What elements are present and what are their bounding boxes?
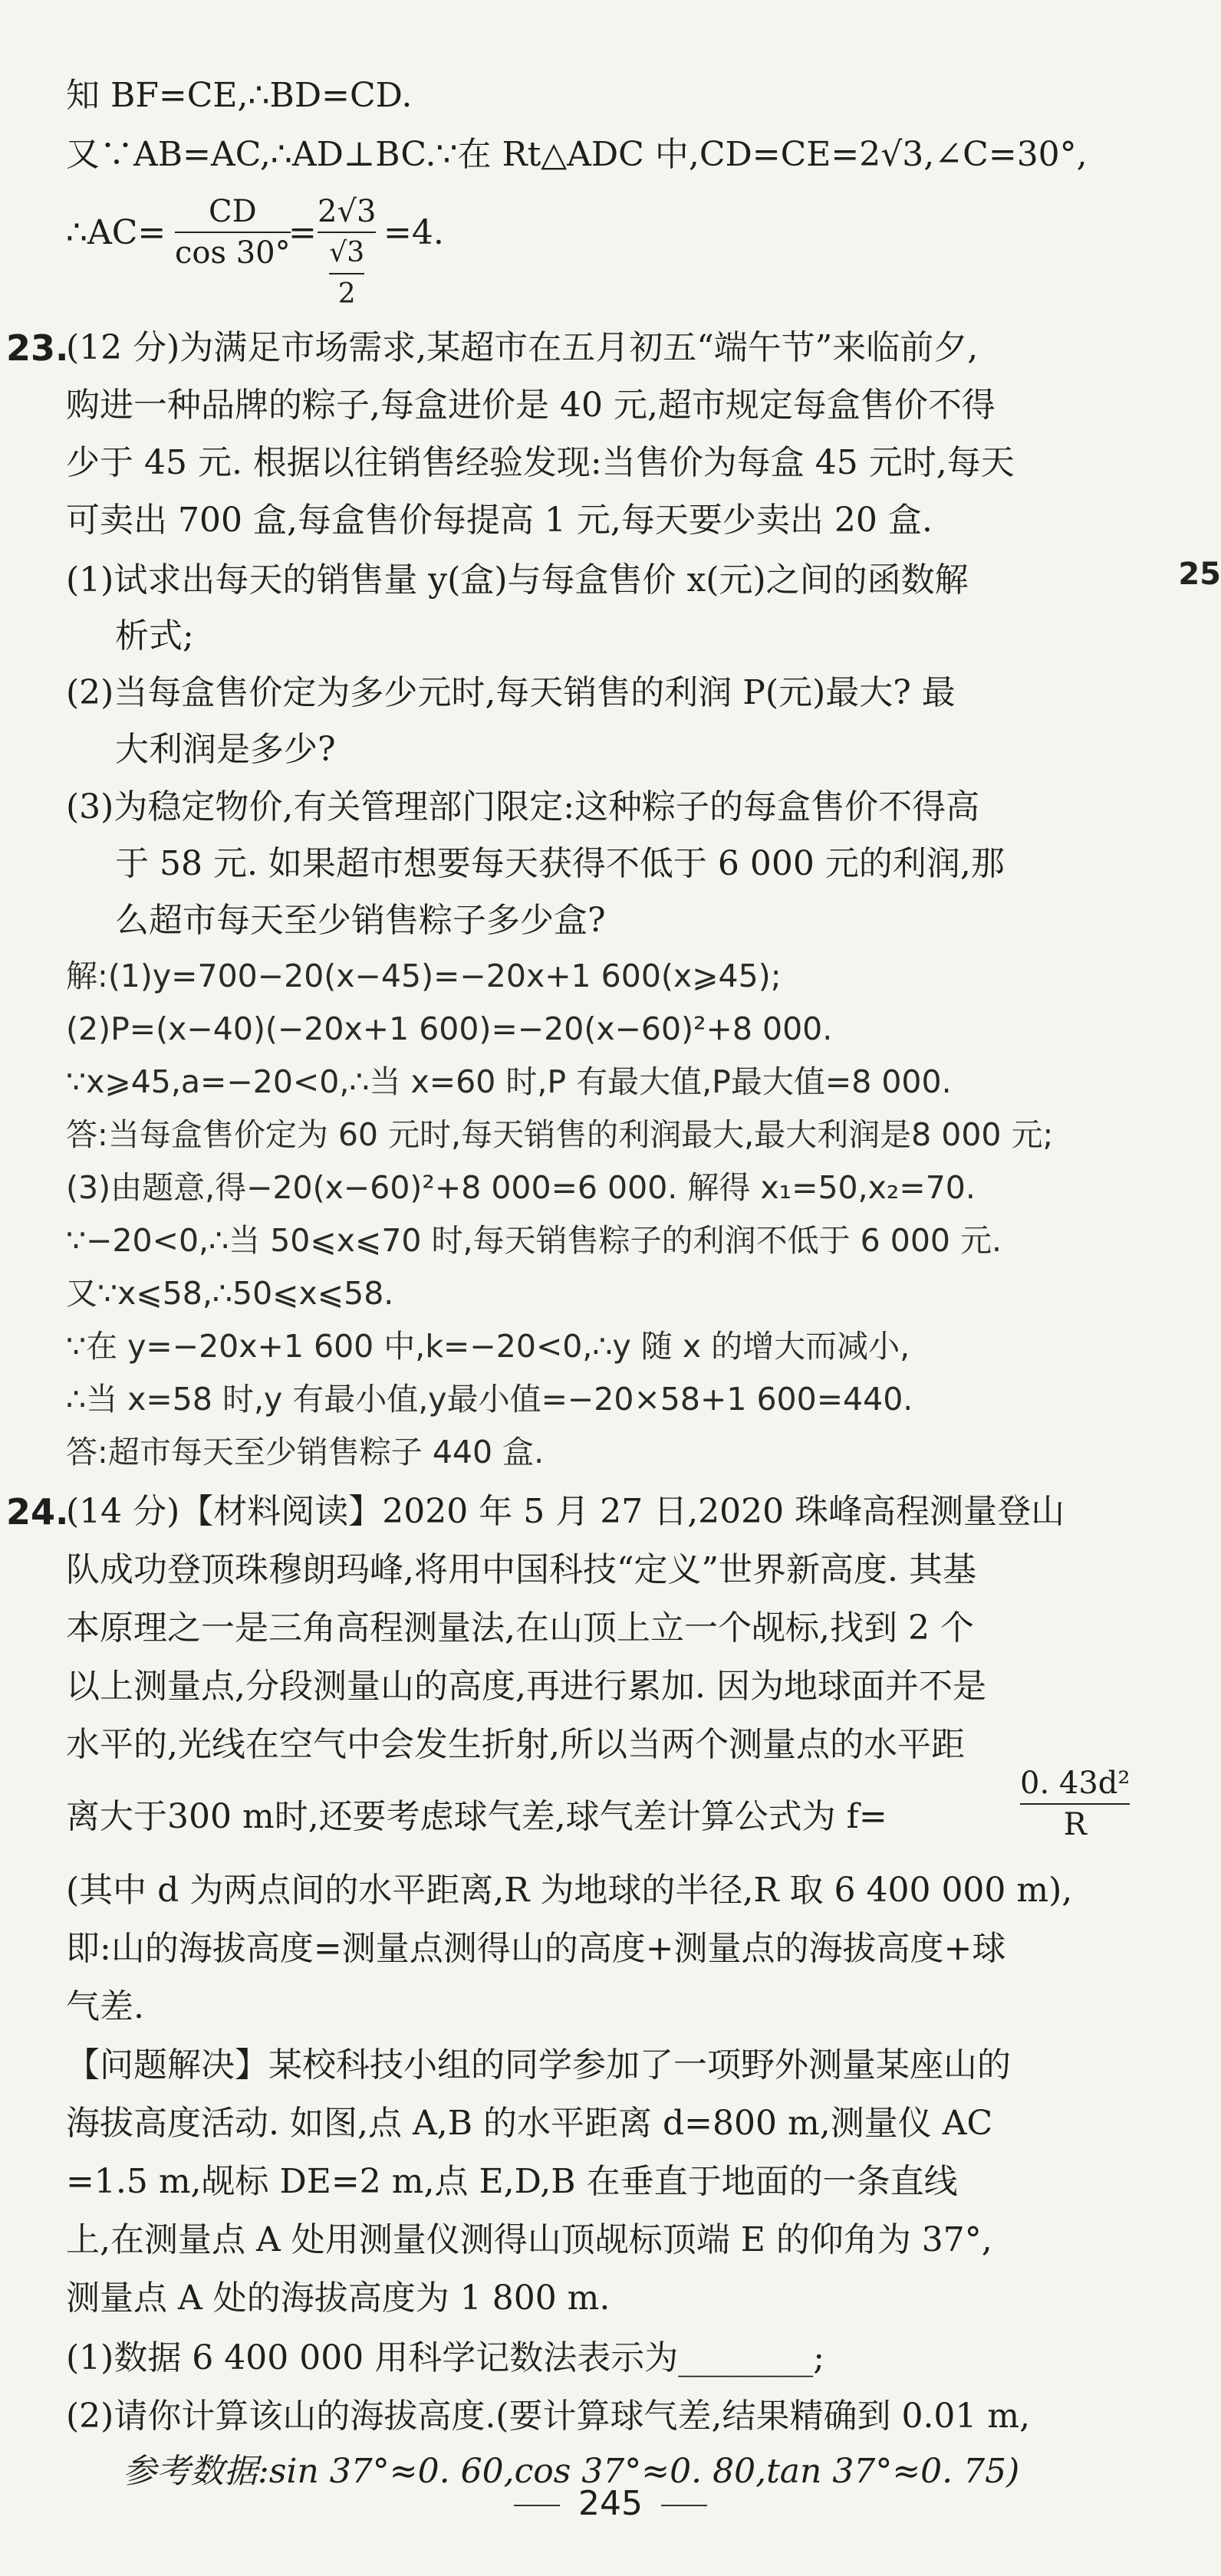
q24-line: 【问题解决】某校科技小组的同学参加了一项野外测量某座山的 bbox=[66, 2045, 1011, 2085]
fraction-numerator: 2√3 bbox=[318, 194, 377, 229]
q23-solution-line: (2)P=(x−40)(−20x+1 600)=−20(x−60)²+8 000. bbox=[66, 1010, 833, 1047]
side-question-number: 25 bbox=[1178, 557, 1221, 592]
q24-part-2: (2)请你计算该山的海拔高度.(要计算球气差,结果精确到 0.01 m, bbox=[66, 2397, 1031, 2436]
q23-part-3-cont: 于 58 元. 如果超市想要每天获得不低于 6 000 元的利润,那 bbox=[115, 844, 1005, 883]
nested-bar bbox=[329, 273, 364, 274]
q23-solution-line: ∵x⩾45,a=−20<0,∴当 x=60 时,P 有最大值,P最大值=8 000. bbox=[66, 1063, 952, 1100]
q23-stem-line: (12 分)为满足市场需求,某超市在五月初五“端午节”来临前夕, bbox=[66, 328, 979, 367]
equals-sign: = bbox=[288, 213, 317, 252]
fraction-cd-over-cos30 bbox=[175, 193, 291, 271]
air-refraction-formula-fraction bbox=[1020, 1765, 1130, 1843]
q24-line: 测量点 A 处的海拔高度为 1 800 m. bbox=[66, 2279, 610, 2318]
q24-reference-data: 参考数据:sin 37°≈0. 60,cos 37°≈0. 80,tan 37°≈0. 75) bbox=[123, 2452, 1020, 2491]
formula-bar bbox=[1020, 1803, 1130, 1805]
top-solution-line-3-prefix: ∴AC= bbox=[66, 213, 166, 252]
q23-part-2: (2)当每盒售价定为多少元时,每天销售的利润 P(元)最大? 最 bbox=[66, 673, 956, 712]
q24-line: =1.5 m,觇标 DE=2 m,点 E,D,B 在垂直于地面的一条直线 bbox=[66, 2162, 958, 2201]
q23-part-3: (3)为稳定物价,有关管理部门限定:这种粽子的每盒售价不得高 bbox=[66, 787, 980, 826]
fraction-2root3-over-root3-half bbox=[318, 193, 376, 313]
footer-dash bbox=[514, 2505, 560, 2506]
q24-line: 水平的,光线在空气中会发生折射,所以当两个测量点的水平距 bbox=[66, 1725, 965, 1764]
q23-solution-line: ∵−20<0,∴当 50⩽x⩽70 时,每天销售粽子的利润不低于 6 000 元. bbox=[66, 1222, 1002, 1259]
q23-part-2-cont: 大利润是多少? bbox=[115, 730, 336, 769]
nested-numerator: √3 bbox=[329, 237, 365, 268]
fraction-numerator: CD bbox=[208, 194, 257, 229]
q24-line: (其中 d 为两点间的水平距离,R 为地球的半径,R 取 6 400 000 m), bbox=[66, 1871, 1073, 1910]
q23-solution-line: 答:超市每天至少销售粽子 440 盒. bbox=[66, 1434, 545, 1470]
q23-solution-line: ∵在 y=−20x+1 600 中,k=−20<0,∴y 随 x 的增大而减小, bbox=[66, 1328, 910, 1365]
top-solution-line-1: 知 BF=CE,∴BD=CD. bbox=[66, 76, 413, 115]
q24-line: 以上测量点,分段测量山的高度,再进行累加. 因为地球面并不是 bbox=[66, 1667, 986, 1706]
q24-line: (14 分)【材料阅读】2020 年 5 月 27 日,2020 珠峰高程测量登山 bbox=[66, 1492, 1065, 1531]
q23-solution-line: 答:当每盒售价定为 60 元时,每天销售的利润最大,最大利润是8 000 元; bbox=[66, 1116, 1054, 1153]
nested-denominator: 2 bbox=[337, 278, 356, 310]
q23-solution-line: ∴当 x=58 时,y 有最小值,y最小值=−20×58+1 600=440. bbox=[66, 1381, 913, 1418]
fraction-bar bbox=[175, 232, 291, 233]
q24-line: 海拔高度活动. 如图,点 A,B 的水平距离 d=800 m,测量仪 AC bbox=[66, 2104, 993, 2143]
q23-stem-line: 可卖出 700 盒,每盒售价每提高 1 元,每天要少卖出 20 盒. bbox=[66, 501, 933, 540]
q24-line: 队成功登顶珠穆朗玛峰,将用中国科技“定义”世界新高度. 其基 bbox=[66, 1550, 976, 1589]
q23-solution-line: 又∵x⩽58,∴50⩽x⩽58. bbox=[66, 1275, 394, 1312]
q24-line: 本原理之一是三角高程测量法,在山顶上立一个觇标,找到 2 个 bbox=[66, 1608, 974, 1648]
q23-part-3-cont: 么超市每天至少销售粽子多少盒? bbox=[115, 901, 606, 940]
formula-denominator: R bbox=[1063, 1807, 1087, 1842]
formula-numerator: 0. 43d² bbox=[1020, 1766, 1130, 1801]
q23-stem-line: 少于 45 元. 根据以往销售经验发现:当售价为每盒 45 元时,每天 bbox=[66, 443, 1015, 482]
footer-dash bbox=[661, 2505, 707, 2506]
question-number-24: 24. bbox=[6, 1491, 69, 1533]
page-footer bbox=[0, 2484, 1221, 2523]
q23-solution-line: (3)由题意,得−20(x−60)²+8 000=6 000. 解得 x₁=50,x₂=70. bbox=[66, 1169, 976, 1206]
q24-line: 气差. bbox=[66, 1987, 144, 2026]
q24-part-1: (1)数据 6 400 000 用科学记数法表示为________; bbox=[66, 2338, 825, 2377]
fraction-bar bbox=[318, 232, 376, 233]
q23-part-1-cont: 析式; bbox=[115, 616, 194, 656]
fraction-denominator: cos 30° bbox=[175, 235, 291, 271]
page-number: 245 bbox=[578, 2484, 643, 2523]
top-solution-line-3-suffix: =4. bbox=[383, 213, 444, 252]
q23-part-1: (1)试求出每天的销售量 y(盒)与每盒售价 x(元)之间的函数解 bbox=[66, 560, 969, 600]
q23-solution-line: 解:(1)y=700−20(x−45)=−20x+1 600(x⩾45); bbox=[66, 958, 782, 994]
question-number-23: 23. bbox=[6, 327, 69, 369]
q24-line: 即:山的海拔高度=测量点测得山的高度+测量点的海拔高度+球 bbox=[66, 1929, 1006, 1968]
q24-formula-prefix: 离大于300 m时,还要考虑球气差,球气差计算公式为 f= bbox=[66, 1797, 887, 1836]
q24-line: 上,在测量点 A 处用测量仪测得山顶觇标顶端 E 的仰角为 37°, bbox=[66, 2220, 992, 2259]
nested-fraction bbox=[329, 235, 364, 313]
q23-stem-line: 购进一种品牌的粽子,每盒进价是 40 元,超市规定每盒售价不得 bbox=[66, 386, 996, 425]
top-solution-line-2: 又∵AB=AC,∴AD⊥BC.∵在 Rt△ADC 中,CD=CE=2√3,∠C=30°, bbox=[66, 135, 1088, 174]
